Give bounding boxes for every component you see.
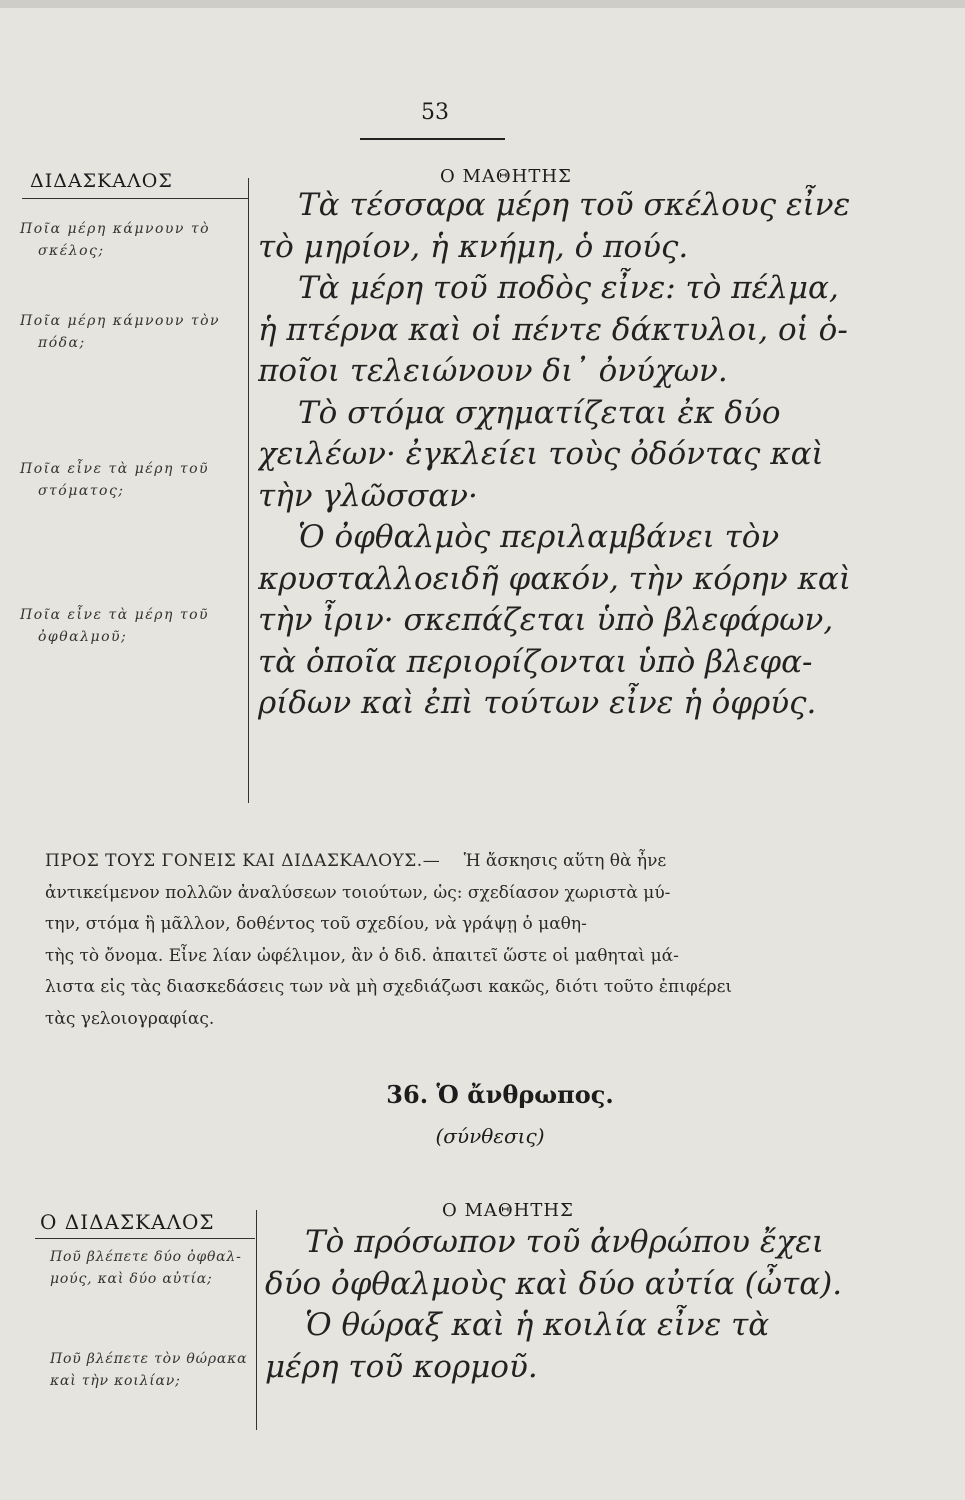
- lesson-subtitle: (σύνθεσις): [435, 1124, 545, 1148]
- note-line: ἀντικείμενον πολλῶν ἀναλύσεων τοιούτων, ὡς: σχεδίασον χωριστὰ μύ-: [45, 882, 671, 903]
- note-line: λιστα εἰς τὰς διασκεδάσεις των νὰ μὴ σχεδιάζωσι κακῶς, διότι τοῦτο ἐπιφέρει: [45, 977, 733, 997]
- column-divider: [248, 178, 249, 803]
- question-line: στόματος;: [38, 483, 125, 499]
- answer-line: τὴν γλῶσσαν·: [258, 477, 478, 514]
- answer-line: κρυσταλλοειδῆ φακόν, τὴν κόρην καὶ: [258, 560, 851, 597]
- lesson-title: 36. Ὁ ἄνθρωπος.: [386, 1080, 614, 1109]
- question-3: [20, 458, 245, 502]
- note-first-line: [45, 846, 845, 878]
- answer-line: ποῖοι τελειώνουν δι᾽ ὀνύχων.: [258, 353, 728, 389]
- answer-line: Τὰ μέρη τοῦ ποδὸς εἶνε: τὸ πέλμα,: [298, 270, 839, 306]
- teacher-column-header-2: Ο ΔΙΔΑΣΚΑΛΟΣ: [40, 1210, 215, 1234]
- question-2: [20, 310, 245, 354]
- answer-line: δύο ὀφθαλμοὺς καὶ δύο αὐτία (ὦτα).: [265, 1265, 843, 1302]
- header-rule: [360, 138, 505, 140]
- answer-line: χειλέων· ἐγκλείει τοὺς ὀδόντας καὶ: [258, 436, 824, 472]
- page-number: 53: [421, 100, 449, 125]
- question-line: Ποῦ βλέπετε τὸν θώρακα: [50, 1351, 248, 1367]
- note-first-line-text: Ἡ ἄσκησις αὕτη θὰ ἦνε: [463, 851, 667, 871]
- question-line: Ποῖα εἶνε τὰ μέρη τοῦ: [20, 461, 210, 477]
- question-line: Ποῖα μέρη κάμνουν τὸ: [20, 221, 211, 237]
- question-4: [20, 604, 245, 648]
- question-line: καὶ τὴν κοιλίαν;: [50, 1373, 181, 1389]
- column-divider-2: [256, 1210, 257, 1430]
- student-answers-2: [265, 1222, 865, 1388]
- student-column-header: Ο ΜΑΘΗΤΗΣ: [440, 166, 572, 187]
- answer-line: Τὸ πρόσωπον τοῦ ἀνθρώπου ἔχει: [305, 1224, 825, 1260]
- question-line: Ποῖα μέρη κάμνουν τὸν: [20, 313, 221, 329]
- answer-line: τὰ ὁποῖα περιορίζονται ὑπὸ βλεφα-: [258, 643, 813, 680]
- question-line: ὀφθαλμοῦ;: [38, 629, 128, 645]
- note-line: τὴς τὸ ὄνομα. Εἶνε λίαν ὠφέλιμον, ἂν ὁ διδ. ἀπαιτεῖ ὥστε οἱ μαθηταὶ μά-: [45, 945, 679, 966]
- note-heading: ΠΡΟΣ ΤΟΥΣ ΓΟΝΕΙΣ ΚΑΙ ΔΙΔΑΣΚΑΛΟΥΣ.—: [45, 851, 441, 871]
- question-line: Ποῖα εἶνε τὰ μέρη τοῦ: [20, 607, 210, 623]
- question-line: μούς, καὶ δύο αὐτία;: [50, 1271, 213, 1287]
- question-6: [50, 1348, 255, 1392]
- note-line: τὰς γελοιογραφίας.: [45, 1008, 215, 1029]
- answer-line: ρίδων καὶ ἐπὶ τούτων εἶνε ἡ ὀφρύς.: [258, 685, 817, 721]
- answer-line: μέρη τοῦ κορμοῦ.: [265, 1348, 538, 1385]
- page-top-edge: [0, 0, 965, 8]
- answer-line: τὴν ἶριν· σκεπάζεται ὑπὸ βλεφάρων,: [258, 602, 834, 638]
- question-1: [20, 218, 245, 262]
- answer-line: Τὸ στόμα σχηματίζεται ἐκ δύο: [298, 394, 781, 431]
- teacher-header-rule: [22, 198, 248, 199]
- question-5: [50, 1246, 255, 1290]
- answer-line: Τὰ τέσσαρα μέρη τοῦ σκέλους εἶνε: [298, 187, 851, 223]
- note-line: την, στόμα ἢ μᾶλλον, δοθέντος τοῦ σχεδίου, νὰ γράψῃ ὁ μαθη-: [45, 914, 587, 934]
- answer-line: τὸ μηρίον, ἡ κνήμη, ὁ πούς.: [258, 228, 689, 265]
- answer-line: Ὁ θώραξ καὶ ἡ κοιλία εἶνε τὰ: [305, 1307, 770, 1343]
- question-line: Ποῦ βλέπετε δύο ὀφθαλ-: [50, 1249, 242, 1265]
- answer-line: Ὁ ὀφθαλμὸς περιλαμβάνει τὸν: [298, 519, 780, 555]
- student-answers-1: [258, 185, 858, 725]
- teacher-column-header: ΔΙΔΑΣΚΑΛΟΣ: [30, 170, 173, 192]
- teacher-header-rule-2: [35, 1238, 255, 1239]
- student-column-header-2: Ο ΜΑΘΗΤΗΣ: [442, 1200, 574, 1221]
- note-to-parents-and-teachers: [45, 846, 845, 1035]
- question-line: σκέλος;: [38, 243, 105, 259]
- answer-line: ἡ πτέρνα καὶ οἱ πέντε δάκτυλοι, οἱ ὁ-: [258, 311, 848, 348]
- question-line: πόδα;: [38, 335, 86, 351]
